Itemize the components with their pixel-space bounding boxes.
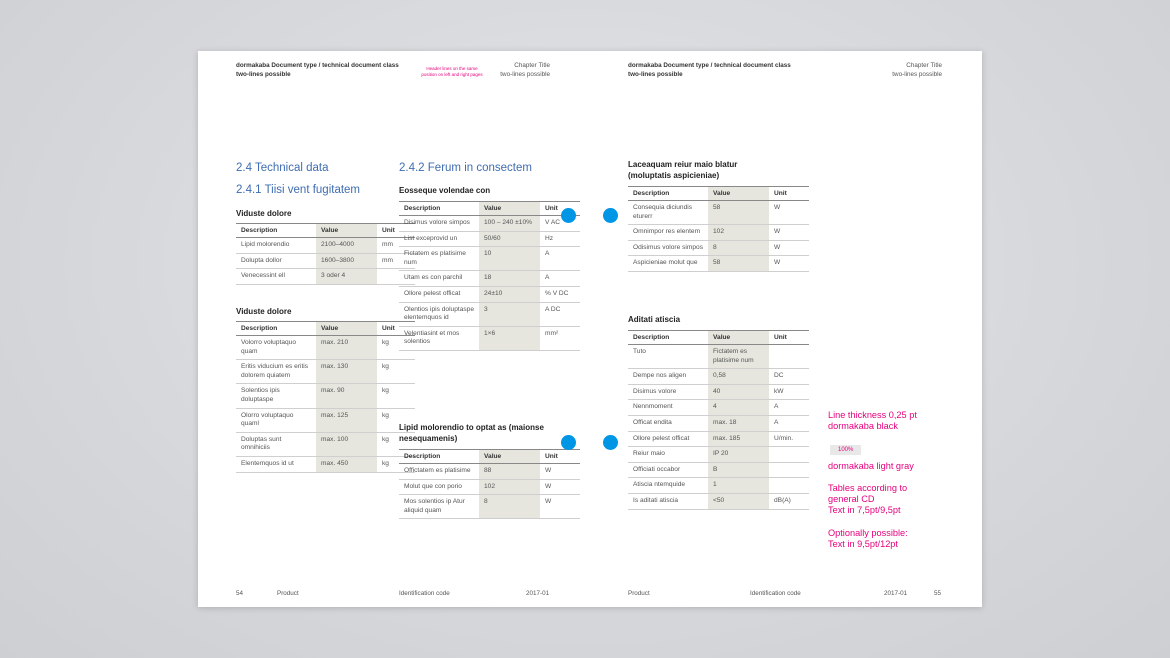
table-row [399, 479, 580, 495]
left-chapter-title [470, 62, 550, 79]
column-header-desc: Description [236, 224, 316, 238]
column-header-desc: Description [236, 322, 316, 336]
table-row [399, 326, 580, 350]
data-table [236, 223, 415, 285]
cell-value: 8 [708, 240, 769, 256]
column-header-unit: Unit [540, 202, 580, 216]
note-tables [828, 483, 907, 516]
right-chapter-title [862, 62, 942, 79]
column-header-value: Value [479, 202, 540, 216]
binding-dot [603, 208, 618, 223]
chapter-line: two-lines possible [892, 70, 942, 78]
table-header-row [399, 202, 580, 216]
cell-unit: W [769, 240, 809, 256]
cell-unit: W [769, 225, 809, 241]
section-heading: 2.4 Technical data [236, 162, 329, 174]
cell-value: Fictatem es platisime num [708, 345, 769, 369]
note-line: Line thickness 0,25 pt [828, 410, 917, 420]
cell-description: Disimus volore simpos [399, 216, 479, 232]
column-header-unit: Unit [540, 450, 580, 464]
cell-unit [769, 345, 809, 369]
note-line-thickness [828, 410, 917, 432]
cell-value: 88 [479, 464, 540, 480]
cell-description: Omnimpor res elentem [628, 225, 708, 241]
cell-unit: W [540, 479, 580, 495]
cell-unit [769, 447, 809, 463]
table-row [628, 400, 809, 416]
cell-unit: kg [377, 384, 415, 408]
cell-unit: A [540, 271, 580, 287]
cell-unit: % V DC [540, 286, 580, 302]
cell-description: Aspicieniae molut que [628, 256, 708, 272]
table-title: Aditati atiscia [628, 315, 681, 324]
cell-value: 58 [708, 256, 769, 272]
column-header-value: Value [708, 187, 769, 201]
cell-value: max. 125 [316, 408, 377, 432]
table-row [236, 238, 415, 254]
cell-value: max. 90 [316, 384, 377, 408]
cell-value: 58 [708, 201, 769, 225]
cell-value: 3 oder 4 [316, 269, 377, 285]
left-header-title [236, 62, 436, 79]
table-row [628, 478, 809, 494]
cell-unit: A [540, 247, 580, 271]
column-header-unit: Unit [377, 322, 415, 336]
cell-value: IP 20 [708, 447, 769, 463]
cell-value: 8 [479, 495, 540, 519]
footer-code: Identification code [399, 590, 450, 597]
table-row [236, 408, 415, 432]
cell-unit: kg [377, 432, 415, 456]
table-row [628, 225, 809, 241]
column-header-value: Value [316, 322, 377, 336]
cell-description: Nennmoment [628, 400, 708, 416]
cell-unit: A DC [540, 302, 580, 326]
footer-product: Product [277, 590, 299, 597]
cell-unit: DC [769, 369, 809, 385]
cell-unit: mm² [540, 326, 580, 350]
cell-value: max. 100 [316, 432, 377, 456]
table-row [399, 247, 580, 271]
binding-dot [561, 208, 576, 223]
header-title-line: dormakaba Document type / technical document class [236, 62, 399, 69]
cell-unit: Hz [540, 231, 580, 247]
table-title: Viduste dolore [236, 209, 292, 218]
cell-unit: kW [769, 384, 809, 400]
table-row [236, 269, 415, 285]
cell-description: Molut que con porio [399, 479, 479, 495]
cell-description: Eritis viducium es eritis dolorem quiatem [236, 360, 316, 384]
table-header-row [628, 331, 809, 345]
cell-unit: kg [377, 360, 415, 384]
column-header-desc: Description [628, 331, 708, 345]
table-row [628, 431, 809, 447]
cell-value: max. 185 [708, 431, 769, 447]
note-line: Text in 7,5pt/9,5pt [828, 505, 901, 515]
header-note-line: position on left and right pages [421, 72, 483, 77]
cell-unit: U/min. [769, 431, 809, 447]
table-title: Laceaquam reiur maio blatur (moluptatis aspicieniae) [628, 160, 738, 180]
cell-value: 40 [708, 384, 769, 400]
cell-value: <50 [708, 493, 769, 509]
table-header-row [399, 450, 580, 464]
header-note-line: Header lines on the same [426, 66, 478, 71]
table-row [628, 384, 809, 400]
footer-product: Product [628, 590, 650, 597]
table-header-row [628, 187, 809, 201]
table-row [399, 216, 580, 232]
cell-value: 2100–4000 [316, 238, 377, 254]
table-row [236, 336, 415, 360]
binding-dot [603, 435, 618, 450]
cell-unit: kg [377, 336, 415, 360]
cell-description: Disimus volore [628, 384, 708, 400]
cell-value: 24±10 [479, 286, 540, 302]
cell-unit: W [540, 464, 580, 480]
column-header-value: Value [316, 224, 377, 238]
cell-value: max. 210 [316, 336, 377, 360]
cell-description: Volorro voluptaquo quam [236, 336, 316, 360]
column-header-desc: Description [628, 187, 708, 201]
footer-code: Identification code [750, 590, 801, 597]
header-title-line: two-lines possible [236, 70, 291, 78]
table-row [628, 369, 809, 385]
cell-description: Dempe nos aligen [628, 369, 708, 385]
table-row [628, 201, 809, 225]
data-table [628, 186, 809, 272]
cell-unit [769, 462, 809, 478]
note-line: Optionally possible: [828, 528, 908, 538]
cell-value: 102 [708, 225, 769, 241]
note-line: Tables according to [828, 483, 908, 493]
table-row [628, 447, 809, 463]
cell-value: B [708, 462, 769, 478]
note-optional [828, 528, 908, 550]
cell-description: Ollore pelest officat [628, 431, 708, 447]
cell-description: Odisimus volore simpos [628, 240, 708, 256]
cell-description: Elentemquos id ut [236, 456, 316, 472]
table-row [628, 256, 809, 272]
cell-description: Dolupta dollor [236, 253, 316, 269]
cell-unit: kg [377, 456, 415, 472]
header-title-line: dormakaba Document type / technical document class [628, 62, 791, 69]
cell-unit: A [769, 415, 809, 431]
cell-value: 100 – 240 ±10% [479, 216, 540, 232]
cell-description: Olorro voluptaquo quaml [236, 408, 316, 432]
data-table [236, 321, 415, 473]
cell-description: Officiati occabor [628, 462, 708, 478]
cell-value: 1×6 [479, 326, 540, 350]
cell-value: 0,58 [708, 369, 769, 385]
cell-description: Offictatem es platisime [399, 464, 479, 480]
note-line: general CD [828, 494, 875, 504]
header-title-line: two-lines possible [628, 70, 683, 78]
cell-description: Solentios ipis doluptaspe [236, 384, 316, 408]
cell-value: max. 450 [316, 456, 377, 472]
cell-description: Doluptas sunt omnihiciis [236, 432, 316, 456]
cell-description: Reiur maio [628, 447, 708, 463]
chapter-line: Chapter Title [906, 62, 942, 69]
cell-description: Utam es con parchil [399, 271, 479, 287]
table-header-row [236, 322, 415, 336]
cell-value: 1600–3800 [316, 253, 377, 269]
cell-description: Officat endita [628, 415, 708, 431]
cell-unit: W [769, 201, 809, 225]
table-row [236, 253, 415, 269]
data-table [399, 201, 580, 351]
table-title: Eosseque volendae con [399, 186, 491, 195]
table-row [399, 286, 580, 302]
table-row [236, 360, 415, 384]
cell-unit: V AC [540, 216, 580, 232]
cell-unit: W [540, 495, 580, 519]
column-header-value: Value [479, 450, 540, 464]
table-row [628, 462, 809, 478]
cell-description: Is aditati atiscia [628, 493, 708, 509]
cell-description: Olentios ipis doluptaspe elentemquos id [399, 302, 479, 326]
cell-unit: kg [377, 408, 415, 432]
cell-description: Velentiasint et mos solentios [399, 326, 479, 350]
cell-description: Consequia diciundis eturerr [628, 201, 708, 225]
table-row [236, 432, 415, 456]
column-header-desc: Description [399, 202, 479, 216]
table-row [628, 493, 809, 509]
note-line: dormakaba black [828, 421, 898, 431]
cell-unit: mm [377, 238, 415, 254]
cell-value: 3 [479, 302, 540, 326]
table-row [399, 464, 580, 480]
cell-value: 18 [479, 271, 540, 287]
cell-unit: A [769, 400, 809, 416]
cell-unit [769, 478, 809, 494]
cell-value: 50/60 [479, 231, 540, 247]
footer-date: 2017-01 [526, 590, 550, 597]
right-header-title [628, 62, 828, 79]
table-header-row [236, 224, 415, 238]
subsection-heading: 2.4.2 Ferum in consectem [399, 162, 532, 174]
cell-value: 1 [708, 478, 769, 494]
binding-dot [561, 435, 576, 450]
table-row [399, 271, 580, 287]
table-row [628, 240, 809, 256]
footer-date: 2017-01 [884, 590, 908, 597]
cell-description: Venecessint ell [236, 269, 316, 285]
table-row [399, 302, 580, 326]
cell-description: Atiscia ntemquide [628, 478, 708, 494]
table-row [628, 415, 809, 431]
subsection-heading: 2.4.1 Tiisi vent fugitatem [236, 184, 361, 196]
footer-page-number: 55 [934, 590, 942, 597]
cell-value: 102 [479, 479, 540, 495]
cell-description: Ollore pelest officat [399, 286, 479, 302]
table-row [236, 456, 415, 472]
gray-swatch: 100% [830, 445, 861, 455]
cell-value: max. 130 [316, 360, 377, 384]
cell-unit: mm [377, 253, 415, 269]
cell-description: Tuto [628, 345, 708, 369]
note-light-gray: dormakaba light gray [828, 461, 914, 471]
document-spread [198, 51, 982, 607]
column-header-value: Value [708, 331, 769, 345]
table-title: Lipid molorendio to optat as (maionse nesequamenis) [399, 423, 544, 443]
chapter-line: two-lines possible [500, 70, 550, 78]
table-row [399, 495, 580, 519]
cell-value: max. 18 [708, 415, 769, 431]
data-table [628, 330, 809, 510]
column-header-unit: Unit [769, 187, 809, 201]
chapter-line: Chapter Title [514, 62, 550, 69]
cell-description: Mos solentios ip Atur aliquid quam [399, 495, 479, 519]
cell-description: Lipid molorendio [236, 238, 316, 254]
column-header-desc: Description [399, 450, 479, 464]
footer-page-number: 54 [236, 590, 244, 597]
cell-value: 4 [708, 400, 769, 416]
table-row [399, 231, 580, 247]
table-title: Viduste dolore [236, 307, 292, 316]
cell-description: List exceprovid un [399, 231, 479, 247]
data-table [399, 449, 580, 519]
column-header-unit: Unit [377, 224, 415, 238]
cell-unit: dB(A) [769, 493, 809, 509]
cell-value: 10 [479, 247, 540, 271]
note-line: Text in 9,5pt/12pt [828, 539, 898, 549]
table-row [236, 384, 415, 408]
cell-description: Fictatem es platisime num [399, 247, 479, 271]
cell-unit: W [769, 256, 809, 272]
column-header-unit: Unit [769, 331, 809, 345]
table-row [628, 345, 809, 369]
